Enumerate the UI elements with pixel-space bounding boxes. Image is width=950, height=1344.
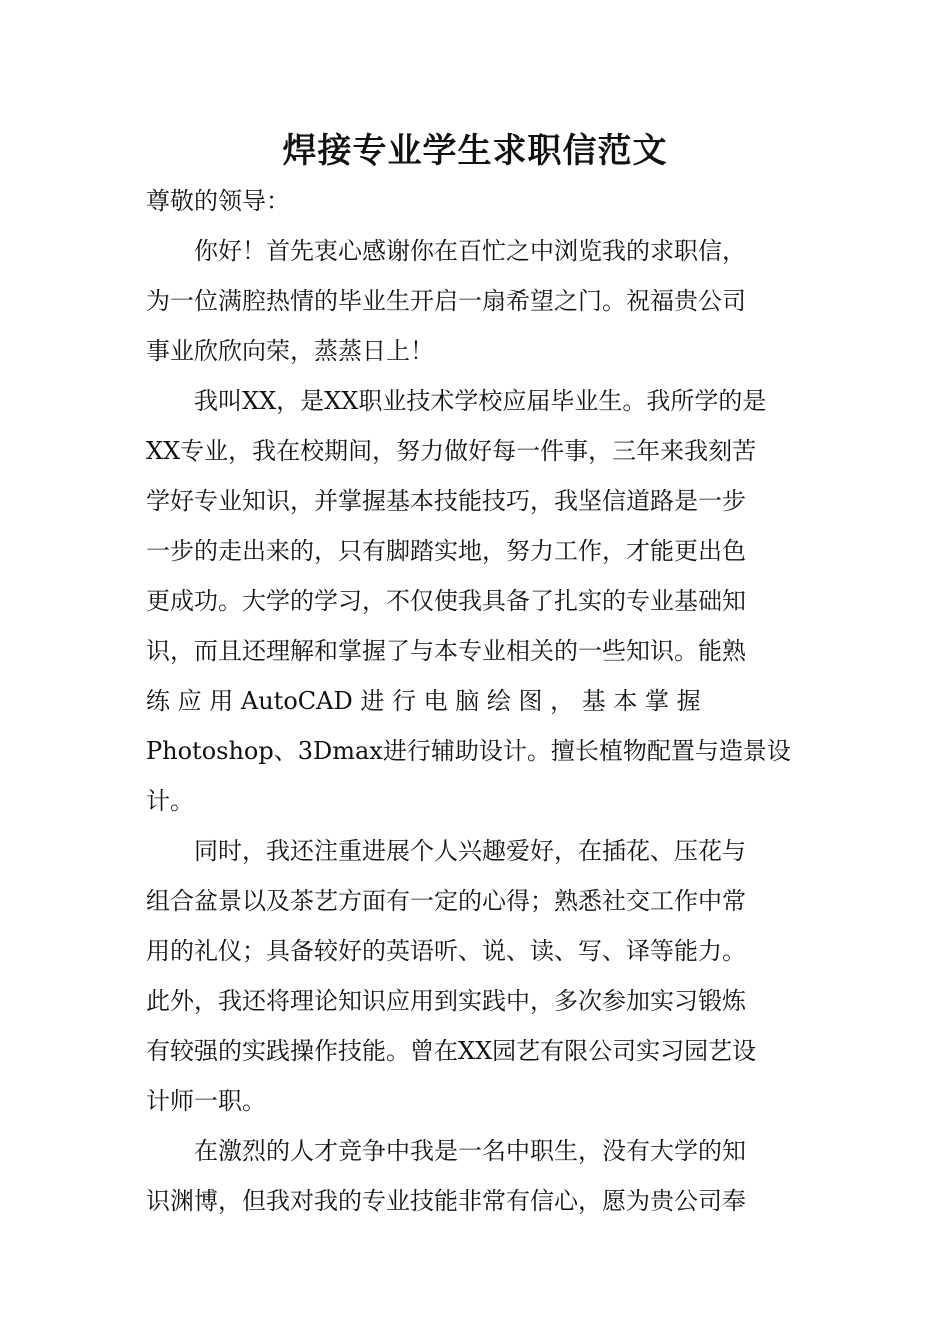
paragraph-line: 更成功。大学的学习，不仅使我具备了扎实的专业基础知 [146,587,746,615]
paragraph-line: 事业欣欣向荣，蒸蒸日上！ [146,337,434,365]
paragraph-skills [146,826,806,1126]
document-title: 焊接专业学生求职信范文 [282,131,668,171]
paragraph-line: 用的礼仪；具备较好的英语听、说、读、写、译等能力。 [146,937,746,965]
document-body [146,176,806,1226]
paragraph-closing [146,1126,806,1226]
paragraph-line: 计。 [146,787,194,815]
paragraph-greeting [146,226,806,376]
paragraph-line: 我叫XX，是XX职业技术学校应届毕业生。我所学的是 [194,387,767,415]
salutation: 尊敬的领导： [146,187,290,215]
paragraph-line: 识渊博，但我对我的专业技能非常有信心，愿为贵公司奉 [146,1187,746,1215]
paragraph-line: 为一位满腔热情的毕业生开启一扇希望之门。祝福贵公司 [146,287,746,315]
paragraph-line: 在激烈的人才竞争中我是一名中职生，没有大学的知 [194,1137,746,1165]
paragraph-introduction [146,376,806,826]
paragraph-line: Photoshop、3Dmax进行辅助设计。擅长植物配置与造景设 [146,737,791,765]
paragraph-line: 一步的走出来的，只有脚踏实地，努力工作，才能更出色 [146,537,746,565]
paragraph-line: XX专业，我在校期间，努力做好每一件事，三年来我刻苦 [146,437,757,465]
paragraph-line: 练 应 用 AutoCAD 进 行 电 脑 绘 图 ， 基 本 掌 握 [146,687,701,715]
paragraph-line: 有较强的实践操作技能。曾在XX园艺有限公司实习园艺设 [146,1037,757,1065]
paragraph-line: 你好！首先衷心感谢你在百忙之中浏览我的求职信， [194,237,746,265]
paragraph-line: 同时，我还注重进展个人兴趣爱好，在插花、压花与 [194,837,746,865]
paragraph-line: 此外，我还将理论知识应用到实践中，多次参加实习锻炼 [146,987,746,1015]
paragraph-line: 组合盆景以及茶艺方面有一定的心得；熟悉社交工作中常 [146,887,746,915]
paragraph-line: 识，而且还理解和掌握了与本专业相关的一些知识。能熟 [146,637,746,665]
paragraph-line: 计师一职。 [146,1087,266,1115]
paragraph-line: 学好专业知识，并掌握基本技能技巧，我坚信道路是一步 [146,487,746,515]
